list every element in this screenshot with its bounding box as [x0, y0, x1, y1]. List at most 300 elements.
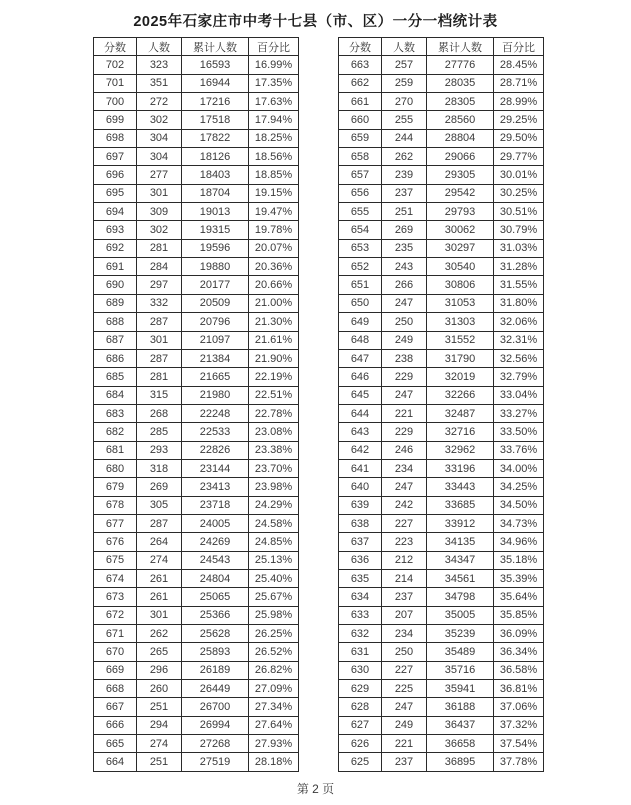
table-cell: 37.06%: [494, 698, 544, 716]
table-cell: 24543: [182, 551, 249, 569]
table-cell: 234: [382, 625, 427, 643]
table-row: [94, 276, 299, 294]
table-cell: 641: [339, 459, 382, 477]
table-cell: 257: [382, 56, 427, 74]
table-cell: 36188: [427, 698, 494, 716]
page-title: 2025年石家庄市中考十七县（市、区）一分一档统计表: [133, 14, 498, 30]
table-cell: 26994: [182, 716, 249, 734]
table-cell: 31053: [427, 294, 494, 312]
table-cell: 648: [339, 331, 382, 349]
table-cell: 677: [94, 514, 137, 532]
table-cell: 629: [339, 680, 382, 698]
table-cell: 25.98%: [249, 606, 299, 624]
table-cell: 29066: [427, 148, 494, 166]
table-row: [94, 258, 299, 276]
table-row: [339, 533, 544, 551]
table-cell: 266: [382, 276, 427, 294]
table-cell: 37.32%: [494, 716, 544, 734]
table-cell: 647: [339, 349, 382, 367]
table-cell: 700: [94, 93, 137, 111]
table-cell: 261: [137, 569, 182, 587]
table-cell: 680: [94, 459, 137, 477]
table-cell: 31790: [427, 349, 494, 367]
table-cell: 698: [94, 129, 137, 147]
table-cell: 238: [382, 349, 427, 367]
table-row: [339, 148, 544, 166]
table-cell: 264: [137, 533, 182, 551]
table-cell: 23.70%: [249, 459, 299, 477]
table-row: [94, 606, 299, 624]
table-row: [339, 698, 544, 716]
table-row: [94, 386, 299, 404]
table-cell: 28.99%: [494, 93, 544, 111]
table-cell: 18126: [182, 148, 249, 166]
table-row: [339, 111, 544, 129]
table-cell: 644: [339, 404, 382, 422]
table-cell: 30.25%: [494, 184, 544, 202]
table-cell: 35941: [427, 680, 494, 698]
table-cell: 19013: [182, 203, 249, 221]
table-cell: 260: [137, 680, 182, 698]
table-row: [94, 643, 299, 661]
table-cell: 281: [137, 239, 182, 257]
table-cell: 18.56%: [249, 148, 299, 166]
table-cell: 32.56%: [494, 349, 544, 367]
table-cell: 657: [339, 166, 382, 184]
table-row: [94, 423, 299, 441]
table-row: [94, 93, 299, 111]
table-cell: 689: [94, 294, 137, 312]
table-cell: 32019: [427, 368, 494, 386]
table-cell: 681: [94, 441, 137, 459]
table-cell: 652: [339, 258, 382, 276]
table-cell: 34.50%: [494, 496, 544, 514]
table-cell: 36437: [427, 716, 494, 734]
table-cell: 649: [339, 313, 382, 331]
table-cell: 274: [137, 735, 182, 753]
score-table-right: [338, 37, 544, 772]
table-cell: 33.27%: [494, 404, 544, 422]
table-cell: 662: [339, 74, 382, 92]
table-cell: 36895: [427, 753, 494, 771]
table-cell: 28.45%: [494, 56, 544, 74]
table-cell: 687: [94, 331, 137, 349]
table-cell: 25628: [182, 625, 249, 643]
table-cell: 21665: [182, 368, 249, 386]
table-cell: 287: [137, 349, 182, 367]
table-cell: 632: [339, 625, 382, 643]
table-cell: 23.38%: [249, 441, 299, 459]
table-cell: 667: [94, 698, 137, 716]
table-cell: 674: [94, 569, 137, 587]
table-cell: 26.82%: [249, 661, 299, 679]
table-cell: 31.55%: [494, 276, 544, 294]
table-cell: 237: [382, 588, 427, 606]
table-cell: 635: [339, 569, 382, 587]
table-cell: 277: [137, 166, 182, 184]
header-row: [94, 38, 299, 56]
table-cell: 653: [339, 239, 382, 257]
table-cell: 690: [94, 276, 137, 294]
table-cell: 227: [382, 514, 427, 532]
table-cell: 654: [339, 221, 382, 239]
table-row: [94, 239, 299, 257]
table-cell: 318: [137, 459, 182, 477]
table-cell: 28560: [427, 111, 494, 129]
table-cell: 20.66%: [249, 276, 299, 294]
table-cell: 242: [382, 496, 427, 514]
table-cell: 243: [382, 258, 427, 276]
table-cell: 699: [94, 111, 137, 129]
table-cell: 28804: [427, 129, 494, 147]
table-cell: 32.79%: [494, 368, 544, 386]
table-cell: 33912: [427, 514, 494, 532]
table-cell: 28.18%: [249, 753, 299, 771]
table-cell: 639: [339, 496, 382, 514]
table-cell: 645: [339, 386, 382, 404]
table-cell: 640: [339, 478, 382, 496]
table-cell: 36658: [427, 735, 494, 753]
table-row: [339, 735, 544, 753]
table-row: [94, 166, 299, 184]
table-cell: 34561: [427, 569, 494, 587]
table-cell: 643: [339, 423, 382, 441]
table-cell: 25065: [182, 588, 249, 606]
table-cell: 702: [94, 56, 137, 74]
table-row: [339, 423, 544, 441]
table-cell: 20796: [182, 313, 249, 331]
table-cell: 25.40%: [249, 569, 299, 587]
table-cell: 670: [94, 643, 137, 661]
table-cell: 21.30%: [249, 313, 299, 331]
table-cell: 30540: [427, 258, 494, 276]
table-cell: 693: [94, 221, 137, 239]
table-cell: 671: [94, 625, 137, 643]
table-cell: 697: [94, 148, 137, 166]
table-cell: 35.18%: [494, 551, 544, 569]
table-row: [94, 203, 299, 221]
table-cell: 32487: [427, 404, 494, 422]
table-cell: 25893: [182, 643, 249, 661]
table-cell: 678: [94, 496, 137, 514]
table-cell: 284: [137, 258, 182, 276]
table-cell: 23718: [182, 496, 249, 514]
table-row: [339, 294, 544, 312]
table-cell: 281: [137, 368, 182, 386]
table-row: [339, 239, 544, 257]
table-cell: 675: [94, 551, 137, 569]
table-cell: 34798: [427, 588, 494, 606]
table-cell: 269: [137, 478, 182, 496]
table-cell: 691: [94, 258, 137, 276]
table-cell: 36.09%: [494, 625, 544, 643]
column-header: 人数: [137, 38, 182, 56]
table-cell: 255: [382, 111, 427, 129]
tables-container: [93, 37, 631, 772]
table-row: [94, 129, 299, 147]
table-cell: 31303: [427, 313, 494, 331]
table-cell: 626: [339, 735, 382, 753]
table-cell: 34.96%: [494, 533, 544, 551]
table-cell: 30297: [427, 239, 494, 257]
table-cell: 246: [382, 441, 427, 459]
table-row: [94, 349, 299, 367]
table-cell: 636: [339, 551, 382, 569]
table-cell: 301: [137, 606, 182, 624]
table-cell: 249: [382, 331, 427, 349]
table-cell: 34.00%: [494, 459, 544, 477]
table-cell: 692: [94, 239, 137, 257]
table-cell: 229: [382, 368, 427, 386]
table-cell: 262: [382, 148, 427, 166]
table-cell: 33.04%: [494, 386, 544, 404]
table-cell: 21.61%: [249, 331, 299, 349]
table-cell: 229: [382, 423, 427, 441]
table-row: [94, 331, 299, 349]
table-cell: 634: [339, 588, 382, 606]
table-cell: 21980: [182, 386, 249, 404]
table-cell: 22.19%: [249, 368, 299, 386]
table-row: [339, 129, 544, 147]
table-row: [94, 496, 299, 514]
table-cell: 212: [382, 551, 427, 569]
table-row: [339, 716, 544, 734]
table-cell: 676: [94, 533, 137, 551]
table-cell: 301: [137, 331, 182, 349]
table-cell: 247: [382, 698, 427, 716]
table-cell: 22826: [182, 441, 249, 459]
table-cell: 30.79%: [494, 221, 544, 239]
table-cell: 29.50%: [494, 129, 544, 147]
table-row: [94, 478, 299, 496]
table-cell: 207: [382, 606, 427, 624]
table-cell: 293: [137, 441, 182, 459]
table-cell: 29542: [427, 184, 494, 202]
table-row: [339, 588, 544, 606]
table-cell: 27519: [182, 753, 249, 771]
table-cell: 27776: [427, 56, 494, 74]
table-cell: 668: [94, 680, 137, 698]
table-row: [94, 716, 299, 734]
table-cell: 23.08%: [249, 423, 299, 441]
table-cell: 294: [137, 716, 182, 734]
table-row: [339, 551, 544, 569]
table-row: [339, 258, 544, 276]
table-cell: 296: [137, 661, 182, 679]
column-header: 分数: [339, 38, 382, 56]
table-row: [339, 386, 544, 404]
table-cell: 21.90%: [249, 349, 299, 367]
table-cell: 24.85%: [249, 533, 299, 551]
table-cell: 32266: [427, 386, 494, 404]
table-cell: 323: [137, 56, 182, 74]
table-cell: 18.85%: [249, 166, 299, 184]
table-row: [339, 459, 544, 477]
table-row: [339, 441, 544, 459]
table-row: [339, 753, 544, 771]
table-row: [339, 606, 544, 624]
table-cell: 694: [94, 203, 137, 221]
table-cell: 29.25%: [494, 111, 544, 129]
table-cell: 27268: [182, 735, 249, 753]
table-cell: 638: [339, 514, 382, 532]
table-row: [339, 349, 544, 367]
table-cell: 28305: [427, 93, 494, 111]
table-cell: 287: [137, 313, 182, 331]
table-cell: 18.25%: [249, 129, 299, 147]
table-cell: 31.28%: [494, 258, 544, 276]
table-cell: 332: [137, 294, 182, 312]
table-cell: 22.51%: [249, 386, 299, 404]
column-header: 百分比: [494, 38, 544, 56]
table-row: [339, 404, 544, 422]
table-cell: 688: [94, 313, 137, 331]
table-cell: 24804: [182, 569, 249, 587]
table-cell: 665: [94, 735, 137, 753]
table-cell: 223: [382, 533, 427, 551]
table-row: [94, 698, 299, 716]
table-cell: 251: [137, 753, 182, 771]
table-cell: 24.58%: [249, 514, 299, 532]
table-cell: 16.99%: [249, 56, 299, 74]
table-cell: 686: [94, 349, 137, 367]
table-body: [94, 56, 299, 771]
table-cell: 227: [382, 661, 427, 679]
table-cell: 287: [137, 514, 182, 532]
table-cell: 27.09%: [249, 680, 299, 698]
table-row: [339, 643, 544, 661]
column-header: 累计人数: [182, 38, 249, 56]
table-row: [94, 459, 299, 477]
table-row: [339, 221, 544, 239]
table-cell: 673: [94, 588, 137, 606]
table-cell: 29.77%: [494, 148, 544, 166]
table-cell: 31.03%: [494, 239, 544, 257]
table-cell: 631: [339, 643, 382, 661]
table-cell: 659: [339, 129, 382, 147]
table-row: [94, 404, 299, 422]
table-cell: 19880: [182, 258, 249, 276]
table-cell: 32716: [427, 423, 494, 441]
table-cell: 630: [339, 661, 382, 679]
table-cell: 701: [94, 74, 137, 92]
table-row: [94, 588, 299, 606]
table-cell: 33.76%: [494, 441, 544, 459]
table-cell: 25.67%: [249, 588, 299, 606]
table-row: [94, 441, 299, 459]
table-row: [94, 111, 299, 129]
table-cell: 19315: [182, 221, 249, 239]
table-cell: 30806: [427, 276, 494, 294]
table-cell: 301: [137, 184, 182, 202]
table-cell: 658: [339, 148, 382, 166]
table-cell: 274: [137, 551, 182, 569]
table-cell: 16593: [182, 56, 249, 74]
table-row: [339, 276, 544, 294]
table-cell: 32.31%: [494, 331, 544, 349]
table-cell: 19596: [182, 239, 249, 257]
table-cell: 302: [137, 221, 182, 239]
table-cell: 37.54%: [494, 735, 544, 753]
table-cell: 30.51%: [494, 203, 544, 221]
table-cell: 235: [382, 239, 427, 257]
table-cell: 21.00%: [249, 294, 299, 312]
table-cell: 28.71%: [494, 74, 544, 92]
table-cell: 696: [94, 166, 137, 184]
table-cell: 221: [382, 404, 427, 422]
table-cell: 35005: [427, 606, 494, 624]
table-cell: 25.13%: [249, 551, 299, 569]
table-cell: 26189: [182, 661, 249, 679]
table-cell: 285: [137, 423, 182, 441]
table-cell: 32.06%: [494, 313, 544, 331]
table-cell: 244: [382, 129, 427, 147]
table-cell: 249: [382, 716, 427, 734]
table-cell: 259: [382, 74, 427, 92]
table-cell: 19.15%: [249, 184, 299, 202]
table-cell: 225: [382, 680, 427, 698]
table-cell: 237: [382, 753, 427, 771]
table-row: [339, 514, 544, 532]
table-cell: 18403: [182, 166, 249, 184]
table-cell: 24005: [182, 514, 249, 532]
table-cell: 672: [94, 606, 137, 624]
table-cell: 642: [339, 441, 382, 459]
table-cell: 26449: [182, 680, 249, 698]
table-cell: 234: [382, 459, 427, 477]
table-row: [339, 313, 544, 331]
table-cell: 22533: [182, 423, 249, 441]
table-cell: 221: [382, 735, 427, 753]
column-header: 人数: [382, 38, 427, 56]
column-header: 分数: [94, 38, 137, 56]
table-row: [339, 661, 544, 679]
table-row: [339, 203, 544, 221]
table-cell: 17.35%: [249, 74, 299, 92]
table-cell: 35716: [427, 661, 494, 679]
table-cell: 34.73%: [494, 514, 544, 532]
table-cell: 214: [382, 569, 427, 587]
table-row: [94, 625, 299, 643]
table-cell: 250: [382, 313, 427, 331]
table-row: [339, 166, 544, 184]
table-row: [339, 56, 544, 74]
table-body: [339, 56, 544, 771]
table-row: [339, 625, 544, 643]
table-cell: 261: [137, 588, 182, 606]
table-cell: 628: [339, 698, 382, 716]
table-cell: 661: [339, 93, 382, 111]
table-cell: 29305: [427, 166, 494, 184]
table-cell: 17822: [182, 129, 249, 147]
table-cell: 650: [339, 294, 382, 312]
table-cell: 18704: [182, 184, 249, 202]
table-cell: 684: [94, 386, 137, 404]
table-cell: 19.78%: [249, 221, 299, 239]
table-cell: 24.29%: [249, 496, 299, 514]
table-row: [94, 680, 299, 698]
table-cell: 33.50%: [494, 423, 544, 441]
table-row: [94, 294, 299, 312]
table-row: [339, 74, 544, 92]
table-cell: 695: [94, 184, 137, 202]
table-cell: 37.78%: [494, 753, 544, 771]
table-row: [94, 569, 299, 587]
table-cell: 250: [382, 643, 427, 661]
table-cell: 269: [382, 221, 427, 239]
table-cell: 34.25%: [494, 478, 544, 496]
table-cell: 16944: [182, 74, 249, 92]
